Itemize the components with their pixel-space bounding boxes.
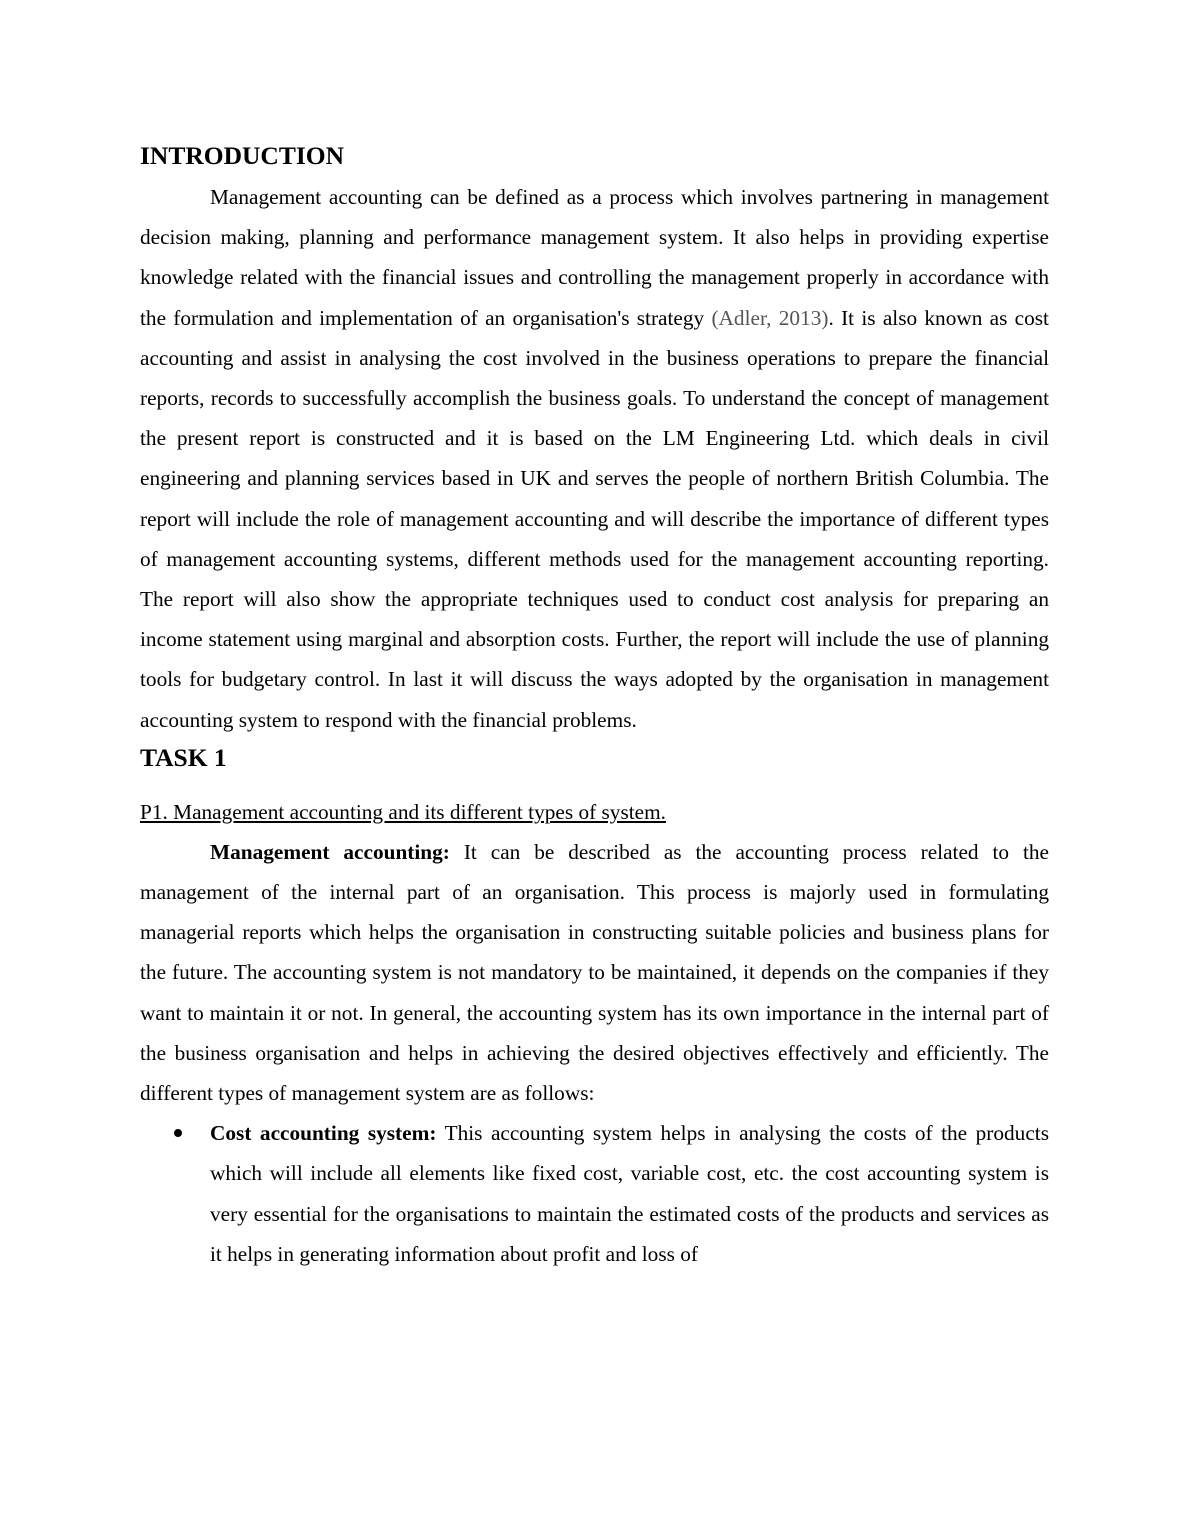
citation-adler-2013: (Adler, 2013): [711, 305, 829, 330]
list-item-cost-accounting-system: [140, 1113, 1049, 1274]
introduction-heading: INTRODUCTION: [140, 141, 345, 170]
bullet-text: This accounting system helps in analysing the costs of the products which will include all elements like fixed cost, variable cost, etc. the cost accounting system is very essential for the organisations to maintain the estimated costs of the products and services as it helps in generating information about profit and loss of: [210, 1121, 1049, 1266]
task1-subheading: P1. Management accounting and its different types of system.: [140, 799, 666, 824]
management-accounting-paragraph: [140, 832, 1049, 1113]
introduction-paragraph: [140, 177, 1049, 740]
bullet-icon: [174, 1129, 182, 1137]
introduction-text-part2: . It is also known as cost accounting and assist in analysing the cost involved in the business operations to prepare the financial reports, records to successfully accomplish the business goals. To understand the concept of management the present report is constructed and it is based on the LM Engineering Ltd. which deals in civil engineering and planning services based in UK and serves the people of northern British Columbia. The report will include the role of management accounting and will describe the importance of different types of management accounting systems, different methods used for the management accounting reporting. The report will also show the appropriate techniques used to conduct cost analysis for preparing an income statement using marginal and absorption costs. Further, the report will include the use of planning tools for budgetary control. In last it will discuss the ways adopted by the organisation in management accounting system to respond with the financial problems.: [140, 305, 1049, 732]
management-systems-list: [140, 1113, 1049, 1274]
bullet-term: Cost accounting system:: [210, 1121, 437, 1146]
management-accounting-text: It can be described as the accounting process related to the management of the internal part of an organisation. This process is majorly used in formulating managerial reports which helps the organisation in constructing suitable policies and business plans for the future. The accounting system is not mandatory to be maintained, it depends on the companies if they want to maintain it or not. In general, the accounting system has its own importance in the internal part of the business organisation and helps in achieving the desired objectives effectively and efficiently. The different types of management system are as follows:: [140, 839, 1049, 1106]
management-accounting-term: Management accounting:: [210, 839, 450, 864]
task1-heading: TASK 1: [140, 742, 227, 772]
document-page: [140, 138, 1049, 1274]
introduction-text-part1: Management accounting can be defined as a process which involves partnering in management decision making, planning and performance management system. It also helps in providing expertise knowledge related with the financial issues and controlling the management properly in accordance with the formulation and implementation of an organisation's strategy: [140, 185, 1049, 330]
